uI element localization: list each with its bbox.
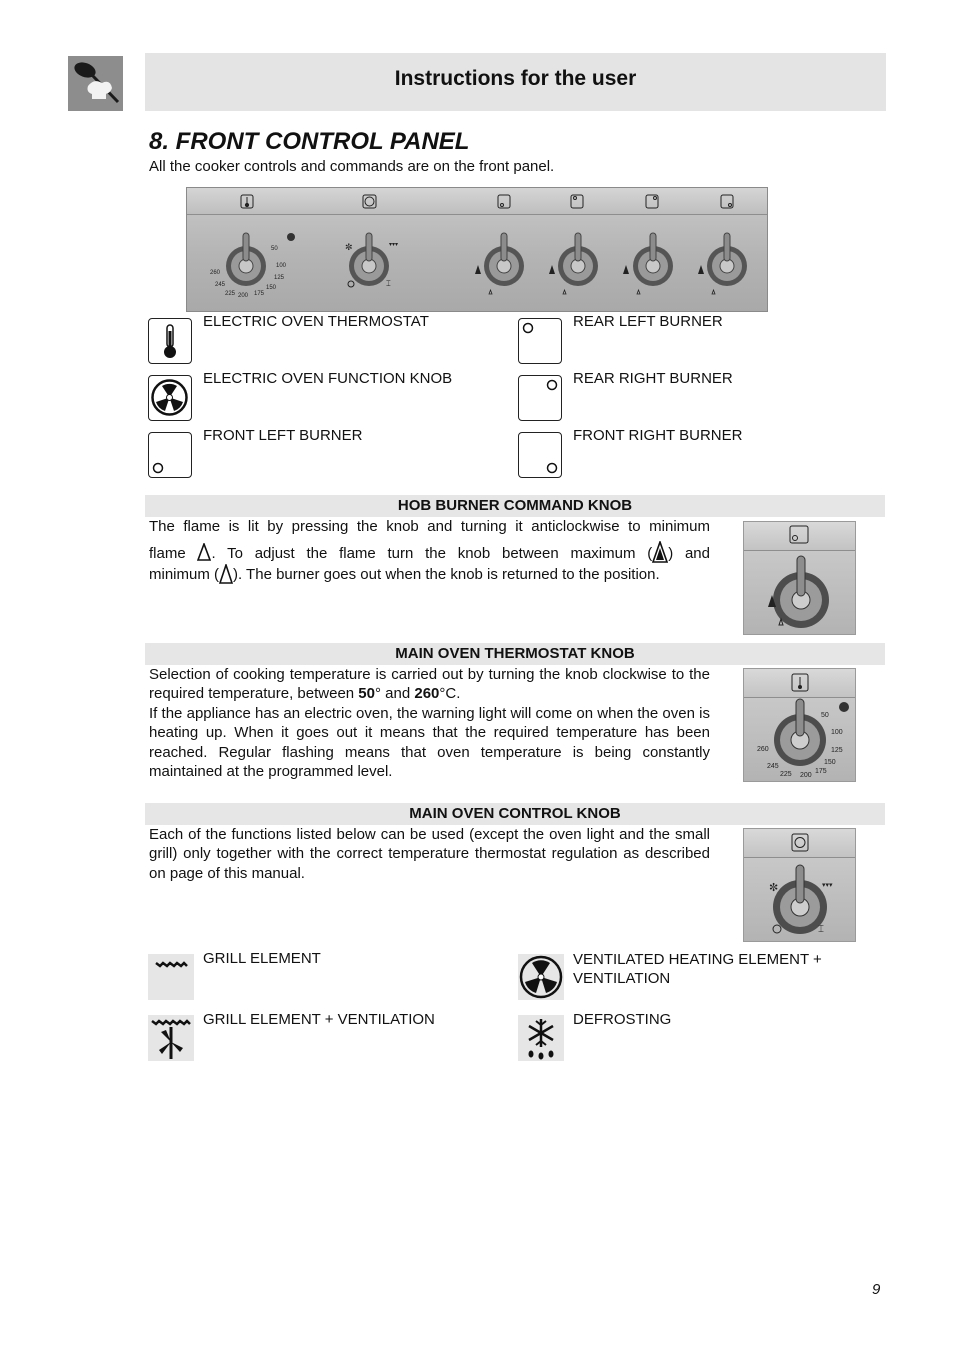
function-defrost: DEFROSTING <box>573 1011 672 1028</box>
legend-rear-right: REAR RIGHT BURNER <box>573 370 733 387</box>
photo-scale-260: 260 <box>757 746 769 753</box>
front-left-burner-icon <box>148 432 192 478</box>
function-knob-photo <box>743 828 856 942</box>
ventilated-heating-icon <box>518 954 564 1000</box>
svg-text:⌶: ⌶ <box>386 279 391 288</box>
fan-icon <box>148 375 192 421</box>
grill-ventilation-icon <box>148 1015 194 1061</box>
max-flame-icon <box>652 541 668 563</box>
panel-scale-175: 175 <box>254 291 265 297</box>
photo-scale-100: 100 <box>831 729 843 736</box>
photo-scale-150: 150 <box>824 759 836 766</box>
thermostat-knob-photo <box>743 668 856 782</box>
defrosting-icon <box>518 1015 564 1061</box>
legend-oven-function: ELECTRIC OVEN FUNCTION KNOB <box>203 370 453 387</box>
panel-knob-function <box>345 233 398 288</box>
panel-scale-200: 200 <box>238 293 249 299</box>
function-grill: GRILL ELEMENT <box>203 950 321 967</box>
minimum-flame-icon <box>219 564 233 584</box>
panel-scale-245: 245 <box>215 282 226 288</box>
photo-scale-175: 175 <box>815 768 827 775</box>
svg-text:▾▾▾: ▾▾▾ <box>389 242 399 248</box>
legend-front-left: FRONT LEFT BURNER <box>203 427 363 444</box>
panel-knobs <box>187 188 767 311</box>
function-ventilated: VENTILATED HEATING ELEMENT + VENTILATION <box>573 951 822 987</box>
svg-text:▾▾▾: ▾▾▾ <box>822 882 833 889</box>
photo-scale-50: 50 <box>821 712 829 719</box>
panel-scale-150: 150 <box>266 285 277 291</box>
svg-text:✼: ✼ <box>769 882 779 894</box>
page-header-title: Instructions for the user <box>394 67 637 90</box>
hob-knob-photo <box>743 521 856 635</box>
panel-fan-symbol <box>363 195 376 208</box>
section-title: 8. FRONT CONTROL PANEL <box>149 128 470 155</box>
panel-knob-rear-right <box>623 233 673 294</box>
rear-right-burner-icon <box>518 375 562 421</box>
legend-oven-thermostat: ELECTRIC OVEN THERMOSTAT <box>203 313 429 330</box>
panel-scale-100: 100 <box>276 263 287 269</box>
brand-logo <box>68 56 123 111</box>
front-panel-illustration <box>186 187 768 312</box>
panel-scale-125: 125 <box>274 275 285 281</box>
svg-text:✼: ✼ <box>345 242 353 252</box>
photo-scale-245: 245 <box>767 763 779 770</box>
section-intro: All the cooker controls and commands are on the front panel. <box>149 158 555 175</box>
legend-rear-left: REAR LEFT BURNER <box>573 313 723 330</box>
control-text: Each of the functions listed below can be used (except the oven light and the small grill) only together with the correct temperature thermostat regulation as described on page of this manual. <box>149 826 710 882</box>
rear-left-burner-icon <box>518 318 562 364</box>
thermostat-heading: MAIN OVEN THERMOSTAT KNOB <box>145 643 885 665</box>
grill-element-icon <box>148 954 194 1000</box>
photo-scale-125: 125 <box>831 747 843 754</box>
thermostat-text: Selection of cooking temperature is carried out by turning the knob clockwise to the required temperature, between 50° and 260°C. If the appliance has an electric oven, the warning light will come on when the oven is heating up. When it goes out it means that the required temperature has been reached. Regular flashing means that oven temperature is being constantly maintained at the programmed level. <box>149 666 710 781</box>
panel-scale-260: 260 <box>210 270 221 276</box>
hob-heading: HOB BURNER COMMAND KNOB <box>145 495 885 517</box>
spoon-chef-hat-icon <box>68 56 123 111</box>
panel-knob-front-left <box>475 233 524 294</box>
panel-thermostat-symbol <box>241 195 253 208</box>
svg-text:⌶: ⌶ <box>818 924 824 935</box>
page-number: 9 <box>872 1281 881 1298</box>
front-right-burner-icon <box>518 432 562 478</box>
panel-scale-50: 50 <box>271 246 278 252</box>
panel-scale-225: 225 <box>225 291 236 297</box>
photo-scale-200: 200 <box>800 772 812 779</box>
photo-scale-225: 225 <box>780 771 792 778</box>
legend-front-right: FRONT RIGHT BURNER <box>573 427 743 444</box>
hob-text: The flame is lit by pressing the knob and turning it anticlockwise to minimum flame . To adjust the flame turn the knob between maximum ( ) and minimum ( ). The burner goes out when the knob is returned to the position. <box>149 518 710 583</box>
control-heading: MAIN OVEN CONTROL KNOB <box>145 803 885 825</box>
min-flame-icon <box>197 543 211 561</box>
panel-knob-thermostat <box>210 233 295 299</box>
thermometer-icon <box>148 318 192 364</box>
panel-knob-rear-left <box>549 233 598 294</box>
panel-knob-front-right <box>698 233 747 294</box>
function-grill-vent: GRILL ELEMENT + VENTILATION <box>203 1011 435 1028</box>
